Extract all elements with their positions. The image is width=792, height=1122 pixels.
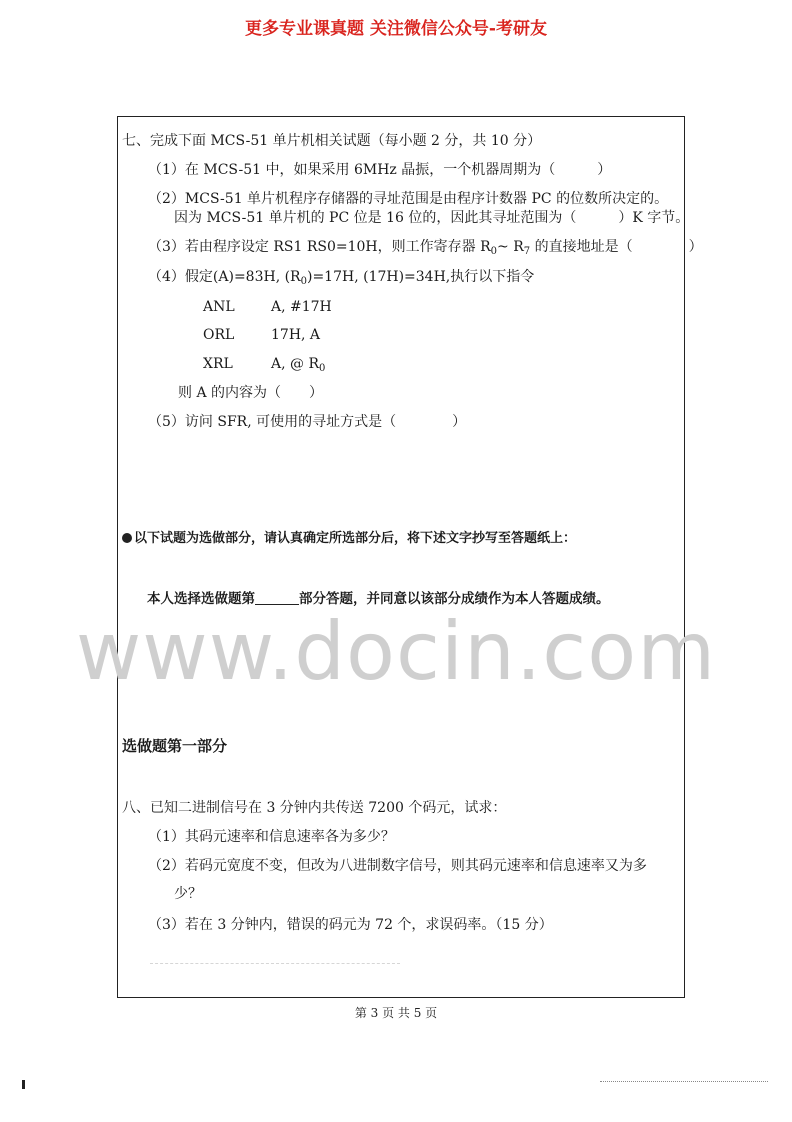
statement-after: 部分答题，并同意以该部分成绩作为本人答题成绩。 — [299, 591, 610, 607]
instruction-op: XRL — [203, 356, 233, 372]
q3-suffix: 的直接地址是（ ） — [530, 239, 703, 255]
section7-q2-line1: （2）MCS-51 单片机程序存储器的寻址范围是由程序计数器 PC 的位数所决定的。 — [148, 191, 669, 207]
optional-part-title: 选做题第一部分 — [122, 737, 228, 755]
section7-q3 — [148, 238, 703, 261]
instruction-operand: A, #17H — [271, 299, 332, 315]
promo-banner: 更多专业课真题 关注微信公众号-考研友 — [245, 19, 547, 39]
blank-line — [255, 590, 299, 605]
section7-q4-result: 则 A 的内容为（ ） — [178, 385, 324, 401]
q3-sub-b: 7 — [523, 246, 531, 257]
page-number: 第 3 页 共 5 页 — [354, 1006, 438, 1020]
section7-q5: （5）访问 SFR, 可使用的寻址方式是（ ） — [148, 414, 467, 430]
q4-prompt-sub: 0 — [300, 276, 307, 287]
q3-mid: ~ R — [497, 239, 524, 255]
section7-q2-line2: 因为 MCS-51 单片机的 PC 位是 16 位的，因此其寻址范围为（ ）K 字节。 — [174, 210, 690, 226]
section8-q3: （3）若在 3 分钟内，错误的码元为 72 个，求误码率。（15 分） — [148, 917, 553, 933]
instruction-op: ORL — [203, 327, 235, 343]
instruction-op: ANL — [203, 299, 235, 315]
section7-title: 七、完成下面 MCS-51 单片机相关试题（每小题 2 分，共 10 分） — [122, 133, 542, 149]
notice-text: 以下试题为选做部分，请认真确定所选部分后，将下述文字抄写至答题纸上： — [134, 531, 577, 546]
section7-q1: （1）在 MCS-51 中，如果采用 6MHz 晶振，一个机器周期为（ ） — [148, 162, 612, 178]
scan-mark — [22, 1080, 25, 1089]
operand-sub: 0 — [319, 363, 326, 374]
operand-text: A, @ R — [271, 356, 320, 372]
section8-q1: （1）其码元速率和信息速率各为多少？ — [148, 829, 395, 845]
instruction-operand: 17H, A — [271, 327, 321, 343]
bullet-icon — [122, 533, 132, 543]
section7-q4-prompt — [148, 268, 534, 291]
statement-before: 本人选择选做题第 — [147, 591, 255, 607]
watermark: www.docin.com — [75, 605, 717, 698]
instruction-operand — [271, 355, 325, 378]
section8-q2-line1: （2）若码元宽度不变，但改为八进制数字信号，则其码元速率和信息速率又为多 — [148, 858, 647, 874]
faint-scan-line — [150, 963, 400, 964]
optional-notice — [122, 530, 576, 548]
q4-prompt-text: （4）假定(A)=83H, (R — [148, 269, 301, 285]
section8-q2-line2: 少？ — [174, 886, 202, 902]
q4-prompt-rest: )=17H, (17H)=34H,执行以下指令 — [306, 269, 535, 285]
section8-title: 八、已知二进制信号在 3 分钟内共传送 7200 个码元，试求： — [122, 800, 507, 816]
q3-sub-a: 0 — [490, 246, 498, 257]
q3-prefix: （3）若由程序设定 RS1 RS0=10H，则工作寄存器 R — [148, 239, 491, 255]
scan-mark — [600, 1080, 768, 1082]
